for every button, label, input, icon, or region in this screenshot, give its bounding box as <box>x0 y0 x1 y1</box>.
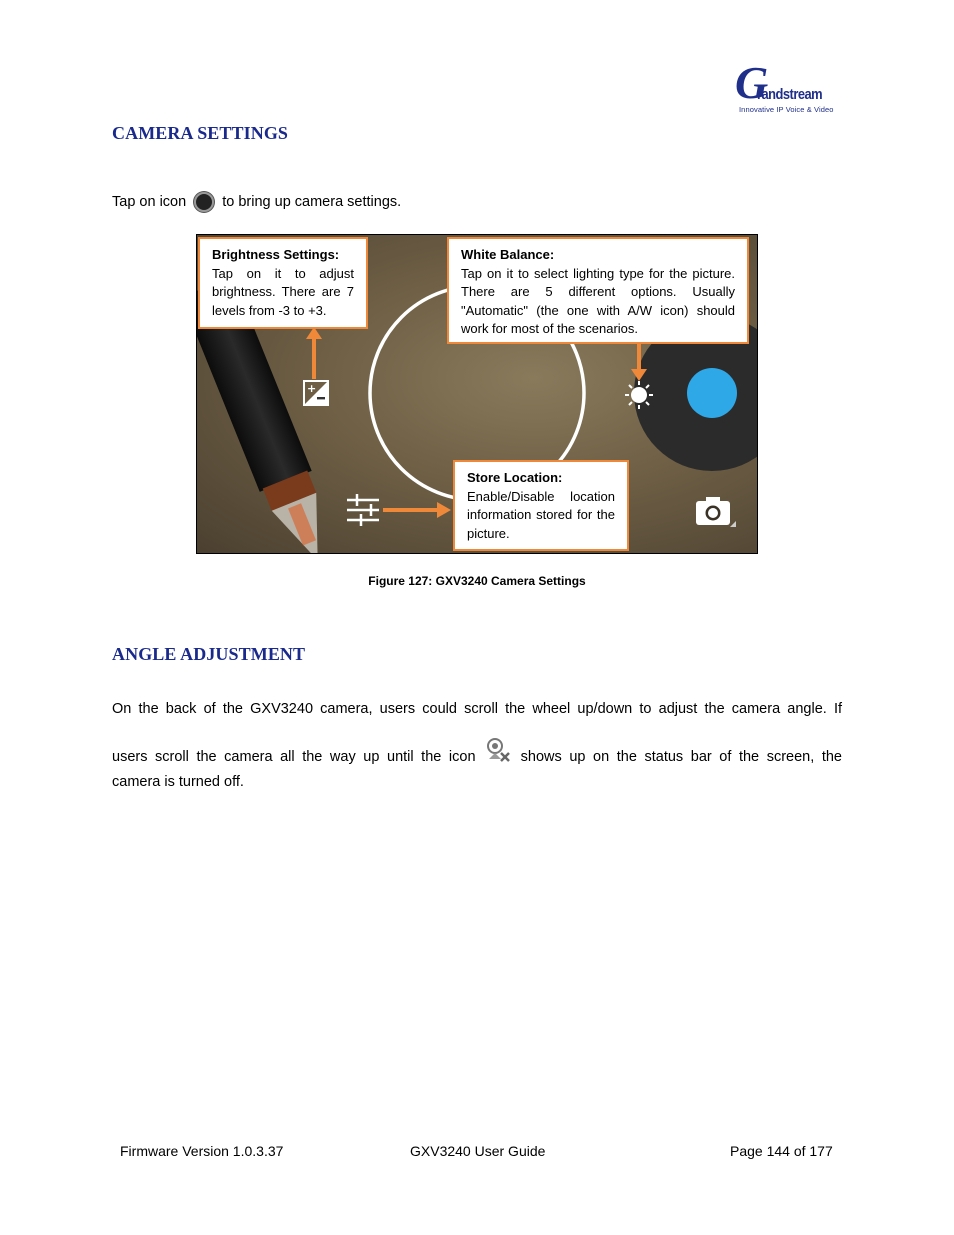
angle-adjustment-heading: ANGLE ADJUSTMENT <box>112 644 306 664</box>
figure-caption: Figure 127: GXV3240 Camera Settings <box>368 574 586 588</box>
angle-paragraph-line3: camera is turned off. <box>112 774 244 790</box>
settings-sliders-icon <box>347 494 379 526</box>
footer-page-number: Page 144 of 177 <box>730 1143 833 1159</box>
logo-tagline: Innovative IP Voice & Video <box>739 105 834 114</box>
camera-settings-heading: CAMERA SETTINGS <box>112 123 289 143</box>
angle-paragraph-line1: On the back of the GXV3240 camera, users could scroll the wheel up/down to adjust the camera angle. If <box>112 701 842 717</box>
angle-line2-before: users scroll the camera all the way up until the icon <box>112 749 476 765</box>
brightness-callout-title: Brightness Settings: <box>212 247 340 262</box>
logo-wordmark: randstream <box>757 86 823 103</box>
logo-g-mark: G <box>735 57 769 108</box>
camera-settings-instruction <box>112 192 842 212</box>
store-location-callout <box>453 460 629 551</box>
shutter-button-shape <box>687 368 737 418</box>
store-location-callout-title: Store Location: <box>467 470 563 485</box>
footer-guide-title: GXV3240 User Guide <box>410 1143 546 1159</box>
grandstream-logo <box>735 57 837 118</box>
instruction-text-before: Tap on icon <box>112 194 187 210</box>
footer-firmware-version: Firmware Version 1.0.3.37 <box>120 1143 284 1159</box>
brightness-callout-body: Tap on it to adjust brightness. There are 7 levels from -3 to +3. <box>212 265 354 318</box>
store-location-callout-body: Enable/Disable location information stored for the picture. <box>467 488 615 541</box>
angle-line2-after: shows up on the status bar of the screen, the <box>520 749 842 765</box>
svg-text:+: + <box>307 382 317 395</box>
exposure-icon <box>304 381 328 405</box>
brightness-callout <box>198 237 368 329</box>
camera-off-icon <box>485 737 511 763</box>
white-balance-callout-title: White Balance: <box>461 247 555 262</box>
camera-mode-icon <box>696 497 736 527</box>
white-balance-callout-body: Tap on it to select lighting type for the picture. There are 5 different options. Usually "Automatic" (the one with A/W icon) should work for most of the scenarios. <box>461 265 735 336</box>
camera-settings-circle-icon <box>194 192 214 212</box>
instruction-text-after: to bring up camera settings. <box>222 194 402 210</box>
camera-settings-figure <box>196 234 758 554</box>
angle-paragraph-line2 <box>112 737 842 772</box>
white-balance-callout <box>447 237 749 344</box>
